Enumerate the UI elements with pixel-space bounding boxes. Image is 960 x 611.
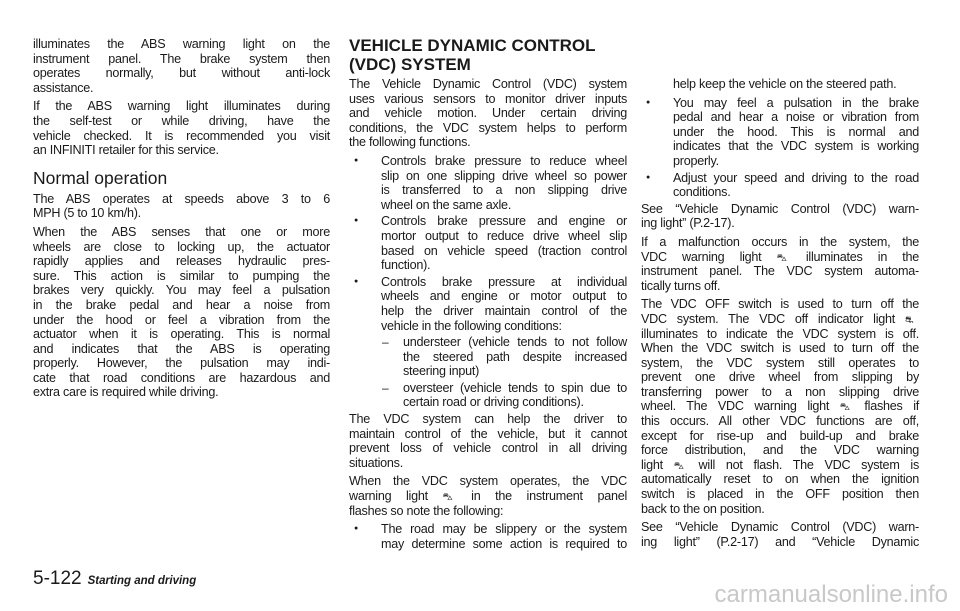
paragraph (33, 225, 330, 400)
bullet-item (349, 154, 627, 212)
text-line: function). (381, 258, 431, 273)
vdc-off-indicator-icon: ⛐ (905, 314, 914, 326)
text-line: instrument panel. The brake system then (33, 51, 330, 66)
page-number: 5-122 (33, 568, 82, 589)
bullet-icon: ● (354, 525, 358, 533)
text-line: You may feel a pulsation in the brake (673, 95, 919, 110)
text-line: certain road or driving conditions). (403, 395, 584, 410)
column-left (33, 37, 330, 404)
text-line: When the ABS senses that one or more (33, 224, 330, 239)
text-line: See “Vehicle Dynamic Control (VDC) warn- (641, 520, 919, 535)
text-line: in the brake pedal and hear a noise from (33, 297, 330, 312)
text-line: illuminates to indicate the VDC system is off. (641, 326, 919, 341)
text-line: If the ABS warning light illuminates during (33, 99, 330, 114)
vdc-warning-light-icon: ⛍ (839, 402, 850, 414)
bullet-item (641, 96, 919, 169)
paragraph (33, 99, 330, 157)
text-line: is transferred to a non slipping drive (381, 183, 627, 198)
text-line: help keep the vehicle on the steered path. (673, 77, 897, 91)
text-line: The road may be slippery or the system (381, 522, 627, 537)
text-line: See “Vehicle Dynamic Control (VDC) warn- (641, 201, 919, 216)
text-line: an INFINITI retailer for this service. (33, 143, 219, 158)
bullet-item (349, 275, 627, 333)
text-line: The ABS operates at speeds above 3 to 6 (33, 191, 330, 206)
text-line: extra care is required while driving. (33, 385, 219, 400)
text-line: Normal operation (33, 167, 168, 188)
text-line: switch is placed in the OFF position then (641, 487, 919, 502)
bullet-item (349, 522, 627, 551)
text-segment: VDC warning light (641, 249, 762, 264)
text-line: Controls brake pressure to reduce wheel (381, 153, 627, 168)
text-line: the following functions. (349, 135, 471, 150)
paragraph (349, 77, 627, 150)
text-line: rapidly applies and releases hydraulic pres- (33, 254, 330, 269)
vdc-warning-light-icon: ⛍ (776, 252, 787, 264)
text-segment: will not flash. The VDC system is (698, 457, 919, 472)
text-segment: flashes if (864, 399, 919, 414)
bullet-icon: ● (354, 277, 358, 285)
text-line: flashes so note the following: (349, 503, 504, 518)
text-line: and indicates that the ABS is operating (33, 341, 330, 356)
dash-item (349, 335, 627, 379)
text-line: Adjust your speed and driving to the road (673, 170, 919, 185)
text-line: properly. However, the pulsation may indi- (33, 356, 330, 371)
text-segment: VDC system. The VDC off indicator light (641, 311, 896, 326)
paragraph (641, 235, 919, 293)
text-line: indicates that the VDC system is working (673, 139, 919, 154)
text-line: except for rise-up and build-up and brake (641, 428, 919, 443)
text-line: brakes very quickly. You may feel a pulsation (33, 283, 330, 298)
text-line: uses various sensors to monitor driver inputs (349, 91, 627, 106)
text-line: When the VDC switch is used to turn off the (641, 341, 919, 356)
text-line: under the hood. This is normal and (673, 124, 919, 139)
paragraph (641, 77, 919, 92)
text-line (641, 458, 919, 473)
text-line: If a malfunction occurs in the system, the (641, 234, 919, 249)
text-line: vehicle in the following conditions: (381, 318, 562, 333)
text-line: actuator when it is operating. This is normal (33, 327, 330, 342)
section-title-line: VEHICLE DYNAMIC CONTROL (349, 36, 596, 55)
bullet-icon: ● (354, 156, 358, 164)
text-line: tically turns off. (641, 278, 721, 293)
text-segment: in the instrument panel (471, 489, 628, 504)
text-line: The Vehicle Dynamic Control (VDC) system (349, 77, 627, 91)
subheading (33, 168, 330, 188)
text-line: ing light” (P.2-17) and “Vehicle Dynamic (641, 534, 919, 549)
text-line: pedal and hear a noise or vibration from (673, 110, 919, 125)
page-footer (33, 568, 196, 590)
text-line: wheel on the same axle. (381, 197, 512, 212)
text-line (641, 312, 919, 327)
vdc-warning-light-icon: ⛍ (673, 460, 684, 472)
text-line: prevent one drive wheel from slipping by (641, 370, 919, 385)
vdc-warning-light-icon: ⛍ (442, 492, 453, 504)
dash-icon: – (382, 380, 389, 395)
text-line: back to the on position. (641, 501, 765, 516)
text-line (641, 399, 919, 414)
text-line: transferring power to a non slipping drive (641, 384, 919, 399)
text-line: the self-test or while driving, have the (33, 113, 330, 128)
text-line: When the VDC system operates, the VDC (349, 474, 627, 489)
dash-icon: – (382, 335, 389, 350)
text-line: situations. (349, 455, 403, 470)
paragraph (641, 202, 919, 231)
paragraph (349, 412, 627, 470)
text-line: and vehicle motion. Under certain driving (349, 106, 627, 121)
section-title-line: (VDC) SYSTEM (349, 55, 471, 74)
text-line: automatically reset to on when the ignition (641, 472, 919, 487)
paragraph (641, 297, 919, 516)
text-line: sure. This action is similar to pumping the (33, 268, 330, 283)
bullet-item (349, 214, 627, 272)
text-line (641, 250, 919, 265)
paragraph (349, 474, 627, 518)
paragraph (33, 37, 330, 95)
text-line: Controls brake pressure at individual (381, 274, 627, 289)
text-line: slip on one slipping drive wheel so power (381, 168, 627, 183)
bullet-icon: ● (646, 173, 650, 181)
dash-item (349, 381, 627, 410)
text-line: mortor output to reduce drive wheel slip (381, 228, 627, 243)
text-line: wheels are close to locking up, the actuator (33, 239, 330, 254)
text-line: force distribution, and the VDC warning (641, 443, 919, 458)
text-line: operates normally, but without anti-lock (33, 66, 330, 81)
text-line: based on vehicle speed (traction control (381, 243, 627, 258)
text-line: may determine some action is required to (381, 536, 627, 551)
text-line: oversteer (vehicle tends to spin due to (403, 380, 627, 395)
text-line: steering input) (403, 364, 480, 379)
text-line: The VDC system can help the driver to (349, 412, 627, 427)
text-line: assistance. (33, 80, 94, 95)
text-line: Controls brake pressure and engine or (381, 214, 627, 229)
text-line: system, the VDC system still operates to (641, 355, 919, 370)
text-line: cate that road conditions are hazardous and (33, 370, 330, 385)
bullet-item (641, 171, 919, 200)
column-middle (349, 77, 627, 553)
text-line: conditions. (673, 185, 731, 200)
bullet-icon: ● (646, 98, 650, 106)
text-line: maintain control of the vehicle, but it cannot (349, 426, 627, 441)
section-name: Starting and driving (87, 575, 197, 587)
column-right (641, 77, 919, 553)
text-line: help the driver maintain control of the (381, 303, 627, 318)
text-line: this occurs. All other VDC functions are off, (641, 414, 919, 429)
text-line: MPH (5 to 10 km/h). (33, 206, 141, 221)
text-segment: illuminates in the (805, 249, 920, 264)
text-line: instrument panel. The VDC system automa- (641, 264, 919, 279)
section-title (349, 36, 596, 74)
text-line: properly. (673, 153, 719, 168)
text-segment: light (641, 457, 663, 472)
paragraph (33, 192, 330, 221)
text-segment: warning light (349, 489, 428, 504)
text-line: prevent loss of vehicle control in all driving (349, 441, 627, 456)
text-line: conditions, the VDC system helps to perform (349, 120, 627, 135)
text-line: illuminates the ABS warning light on the (33, 37, 330, 51)
text-line: the steered path despite increased (403, 349, 627, 364)
text-segment: wheel. The VDC warning light (641, 399, 830, 414)
text-line (349, 489, 627, 504)
paragraph (641, 520, 919, 549)
watermark: carmanualsonline.info (714, 581, 948, 608)
text-line: understeer (vehicle tends to not follow (403, 335, 627, 350)
text-line: wheels and engine or motor output to (381, 289, 627, 304)
text-line: vehicle checked. It is recommended you visit (33, 128, 330, 143)
text-line: ing light” (P.2-17). (641, 216, 735, 231)
bullet-icon: ● (354, 217, 358, 225)
text-line: The VDC OFF switch is used to turn off the (641, 297, 919, 312)
text-line: under the hood or feel a vibration from the (33, 312, 330, 327)
